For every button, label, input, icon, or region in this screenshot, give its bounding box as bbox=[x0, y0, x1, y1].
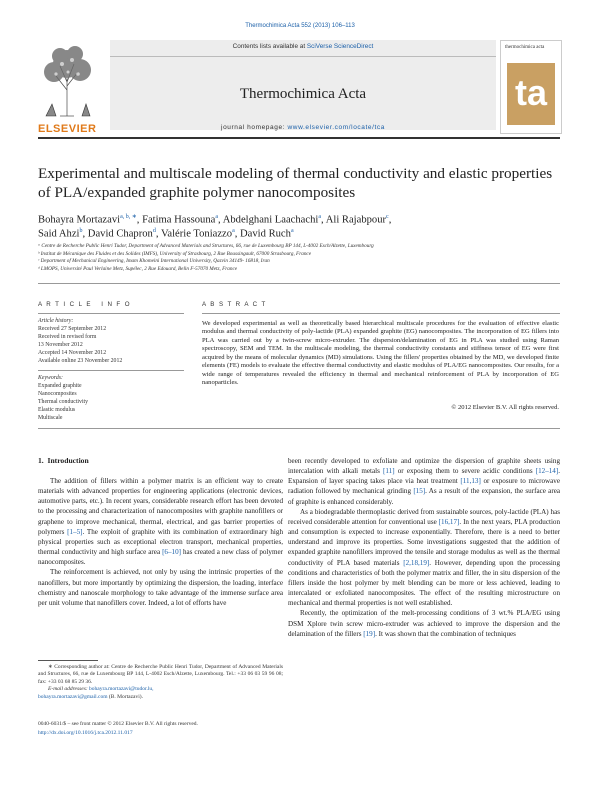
author-sup[interactable]: a, b, ∗ bbox=[120, 214, 137, 220]
keywords-label: Keywords: bbox=[38, 375, 63, 381]
authors-line-2: Said Ahzi$^b$, David Chapron$^d$, Valérie Toniazzo$^a$, David Ruch$^a$ bbox=[38, 228, 294, 240]
author-sup[interactable]: d bbox=[152, 228, 156, 234]
affiliations-rule bbox=[38, 283, 560, 284]
keyword: Multiscale bbox=[38, 414, 63, 421]
footnote bbox=[38, 664, 283, 701]
elsevier-tree-icon bbox=[38, 38, 96, 118]
homepage-link[interactable]: www.elsevier.com/locate/tca bbox=[287, 124, 385, 131]
author-sup[interactable]: a bbox=[232, 228, 235, 234]
history-item: Received 27 September 2012 bbox=[38, 325, 107, 332]
abstract-text: We developed experimental as well as theoretically based hierarchical multiscale procedures for the evaluation of effective elastic modulus and thermal conductivity of poly-lactide (PLA) expanded graphite (EG) nanocomposites. The incorporation of EG fillers into PLA was carried out by a twin-screw micro-extruder. The dispersion/delamination of EG in PLA was studied using Raman spectroscopy, SEM and TEM. In the multiscale modeling, the thermal conductivity constants and stiffness tensor of EG were first acquired by the means of molecular dynamics (MD) simulations. Using the fillers' properties obtained by the MD, we developed finite elements (FE) models to evaluate the effective thermal conductivity and elastic modulus of PLA/EG nanocomposites. Our results, for a wide range of temperatures revealed the efficiency in thermal and mechanical reinforcement of PLA by incorporation of EG nanoparticles. bbox=[202, 320, 559, 387]
author[interactable]: Valérie Toniazzo bbox=[160, 228, 233, 240]
abstract-heading: A B S T R A C T bbox=[202, 301, 267, 308]
text-run: . The exploit of graphite with its combination of extraordinary high physical properties such as exceptional electron transport, mechanical properties, thermal conductivity and high surface area bbox=[38, 527, 283, 557]
journal-cover[interactable] bbox=[500, 40, 562, 134]
keywords-rule bbox=[38, 370, 184, 371]
cover-letters: ta bbox=[507, 63, 555, 125]
publisher-logo bbox=[38, 38, 97, 135]
homepage-line bbox=[110, 124, 496, 131]
article-info-heading: A R T I C L E I N F O bbox=[38, 301, 131, 308]
contents-prefix: Contents lists available at bbox=[232, 43, 307, 50]
contents-line bbox=[110, 43, 496, 50]
author[interactable]: Ali Rajabpour bbox=[325, 214, 387, 226]
author-sup[interactable]: a bbox=[215, 214, 219, 220]
sciencedirect-link[interactable]: SciVerse ScienceDirect bbox=[306, 43, 374, 50]
history-item: Available online 23 November 2012 bbox=[38, 357, 123, 364]
citation-link[interactable]: [12–14] bbox=[535, 467, 559, 476]
citation-link[interactable]: [16,17] bbox=[438, 517, 460, 526]
corresponding-author: ∗ Corresponding author at: Centre de Recherche Public Henri Tudor, Department of Advanced Materials and Structures, 66, rue de Luxembourg BP 144, L-4002 Esch/Alzette, Luxembourg. Tel.: +33 06 03 59 96 08; fax: +33 03 68 85 29 36. bbox=[38, 664, 283, 685]
header-top-rule bbox=[110, 56, 496, 57]
section-heading: 1. Introduction bbox=[38, 456, 89, 465]
text-run: or exposing them to severe acidic conditions bbox=[394, 467, 536, 476]
cover-title: thermochimica acta bbox=[505, 45, 545, 50]
keywords bbox=[38, 375, 184, 422]
keyword: Elastic modulus bbox=[38, 406, 76, 413]
author[interactable]: David Ruch bbox=[240, 228, 291, 240]
right-column bbox=[288, 456, 560, 639]
paragraph bbox=[288, 507, 560, 609]
affiliation: ᵇ Institut de Mécanique des Fluides et des Solides (IMFS), University of Strasbourg, 2 Rue Boussingault, 67000 Strasbourg, France bbox=[38, 250, 312, 257]
text-run: has created a new class of polymer nanocomposites. bbox=[38, 548, 283, 567]
text-run: . However, depending upon the processing conditions and characteristics of both the polymer matrix and filler, the in situ dispersion of the fillers inside the host polymer by melt blending can be more or less achieved, leading to intercalated or exfoliated nanocomposites. The effect of the resulting microstructure on mechanical and thermal properties is not well established. bbox=[288, 558, 560, 608]
citation-link[interactable]: [2,18,19] bbox=[403, 558, 430, 567]
issn-line: 0040-6031/$ – see front matter © 2012 Elsevier B.V. All rights reserved. bbox=[38, 721, 198, 727]
email-line-2 bbox=[38, 694, 283, 701]
email-line bbox=[38, 686, 283, 693]
homepage-prefix: journal homepage: bbox=[221, 124, 288, 131]
authors-line-1: Bohayra Mortazavi$^{a, b, ∗}$, Fatima Hassouna$^a$, Abdelghani Laachachi$^a$, Ali Rajabpour$^c$, bbox=[38, 214, 392, 226]
text-run: The addition of fillers within a polymer matrix is an efficient way to create materials with advanced properties for engineering applications (electronic devices, automotive parts, etc.). In recent years, considerable research effort has been devoted to the processing and characterization of nanocomposites with graphite nanofillers or graphene to improve mechanical, thermal, electrical, and gas barrier properties of polymers bbox=[38, 477, 283, 536]
article-history bbox=[38, 318, 184, 365]
history-label: Article history: bbox=[38, 318, 74, 324]
citation-link[interactable]: [1–5] bbox=[67, 527, 83, 536]
author[interactable]: David Chapron bbox=[87, 228, 153, 240]
email-label: E-mail addresses: bbox=[48, 686, 90, 693]
text-run: . As a result of the expansion, the surface area of graphite is enhanced considerably. bbox=[288, 487, 560, 506]
text-run: . It was shown that the combination of techniques bbox=[375, 629, 516, 638]
keyword: Expanded graphite bbox=[38, 382, 82, 389]
email-suffix: (B. Mortazavi). bbox=[107, 693, 143, 700]
text-run: been recently developed to exfoliate and optimize the dispersion of graphite sheets using intercalation with alkali metals bbox=[288, 457, 560, 476]
paragraph bbox=[288, 456, 560, 507]
publisher-name: ELSEVIER bbox=[38, 123, 97, 135]
abstract-copyright: © 2012 Elsevier B.V. All rights reserved. bbox=[451, 404, 559, 411]
journal-name: Thermochimica Acta bbox=[239, 86, 367, 102]
paragraph bbox=[38, 476, 283, 567]
citation-link[interactable]: [11] bbox=[383, 467, 395, 476]
citation-link[interactable]: [11,13] bbox=[460, 477, 481, 486]
author-sup[interactable]: b bbox=[79, 228, 83, 234]
article-title: Experimental and multiscale modeling of thermal conductivity and elastic properties of PLA/expanded graphite polymer nanocomposites bbox=[38, 165, 553, 201]
email-link[interactable]: bohayra.mortazavi@gmail.com bbox=[38, 693, 108, 700]
citation-link[interactable]: [19] bbox=[363, 629, 376, 638]
affiliation: ᶜ Department of Mechanical Engineering, Imam Khomeini International University, Qazvin 34149- 16818, Iran bbox=[38, 258, 270, 265]
left-column bbox=[38, 476, 283, 608]
affiliations bbox=[38, 243, 558, 273]
email-link[interactable]: bohayra.mortazavi@tudor.lu, bbox=[89, 686, 154, 693]
journal-header-box bbox=[110, 40, 496, 130]
text-run: As a biodegradable thermoplastic derived from sustainable sources, poly-lactide (PLA) has received considerable attention for conventional use bbox=[288, 507, 560, 526]
citation-link[interactable]: [15] bbox=[413, 487, 426, 496]
keyword: Thermal conductivity bbox=[38, 398, 89, 405]
journal-citation[interactable]: Thermochimica Acta 552 (2013) 106–113 bbox=[245, 23, 355, 29]
article-info-rule bbox=[38, 313, 184, 314]
history-item: Accepted 14 November 2012 bbox=[38, 349, 107, 356]
author-sup[interactable]: a bbox=[318, 214, 321, 220]
text-run: Recently, the optimization of the melt-processing conditions of 3 wt.% PLA/EG using DSM Xplore twin screw micro-extruder was achieved to improve the dispersion and the delamination of the fillers bbox=[288, 609, 560, 638]
author[interactable]: Abdelghani Laachachi bbox=[222, 214, 319, 226]
author-sup[interactable]: a bbox=[290, 228, 294, 234]
author-sup[interactable]: c bbox=[386, 214, 389, 220]
affiliation: ᵈ LMOPS, Université Paul Verlaine Metz, Supélec, 2 Rue Edouard, Belin F-57070 Metz, France bbox=[38, 265, 238, 272]
text-run: . Expansion of layer spacing takes place via heat treatment bbox=[288, 467, 560, 486]
header-bottom-rule bbox=[38, 137, 560, 139]
text-run: or exposure to microwave radiation followed by mechanical grinding bbox=[288, 477, 560, 496]
history-item: Received in revised form bbox=[38, 333, 97, 340]
keyword: Nanocomposites bbox=[38, 390, 77, 397]
abstract-rule bbox=[202, 313, 560, 314]
citation-link[interactable]: [6–10] bbox=[162, 548, 181, 557]
paragraph bbox=[288, 608, 560, 638]
author[interactable]: Bohayra Mortazavi bbox=[38, 214, 121, 226]
abstract-bottom-rule bbox=[38, 428, 560, 429]
footnote-rule bbox=[38, 660, 98, 661]
history-item: 13 November 2012 bbox=[38, 341, 83, 348]
paragraph: The reinforcement is achieved, not only by using the intrinsic properties of the nanofillers, but more importantly by optimizing the dispersion, the loading, interface chemistry and nanoscale morphology to take advantage of the immense surface area per unit volume that nanofillers cover. Indeed, a lot of efforts have bbox=[38, 568, 283, 607]
author[interactable]: Fatima Hassouna bbox=[142, 214, 216, 226]
author[interactable]: Said Ahzi bbox=[38, 228, 80, 240]
doi-link[interactable]: http://dx.doi.org/10.1016/j.tca.2012.11.017 bbox=[38, 730, 133, 736]
affiliation: ᵃ Centre de Recherche Public Henri Tudor, Department of Advanced Materials and Structures, 66, rue de Luxembourg BP 144, L-4002 Esch/Alzette, Luxembourg bbox=[38, 243, 374, 249]
text-run: . In the next years, PLA production and consumption is expected to increase exponentially. Therefore, there is a need to better understand and improve its properties. Some investigations suggested that the addition of expanded graphite nanofillers improved the tensile and storage modulus as well as the thermal conductivity of PLA based materials bbox=[288, 517, 561, 567]
